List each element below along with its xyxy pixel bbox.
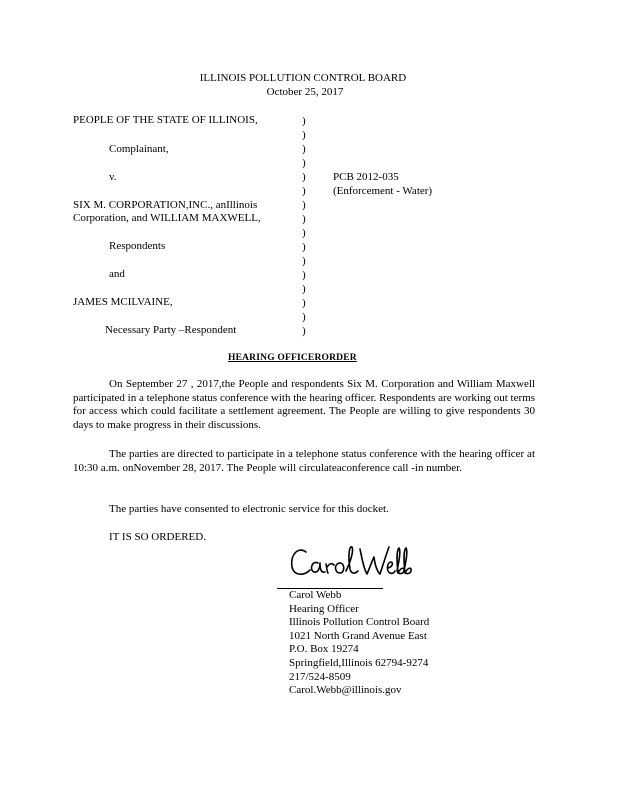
defendant-line-2: Corporation, and WILLIAM MAXWELL, (73, 212, 261, 224)
caption-paren: ) (302, 269, 306, 281)
signer-title: Hearing Officer (289, 602, 359, 615)
caption-paren: ) (302, 199, 306, 211)
closing-statement: IT IS SO ORDERED. (109, 531, 206, 543)
caption-paren: ) (302, 185, 306, 197)
caption-paren: ) (302, 171, 306, 183)
caption-paren: ) (302, 115, 306, 127)
signer-email-text[interactable]: Carol.Webb@illinois.gov (289, 684, 402, 697)
order-date: October 25, 2017 (266, 86, 344, 98)
paragraph-1-text: On September 27 , 2017,the People and respondents Six M. Corporation and William Maxwell participated in a telephone status conference with the hearing officer. Respondents are working out terms for access which could facilitate a settlement agreement. The People are willing to give respondents 30 days to make progress in their discussions. (73, 378, 535, 431)
caption-paren: ) (302, 325, 306, 337)
conjunction-and: and (109, 268, 125, 280)
signer-email[interactable] (289, 684, 429, 698)
handwritten-signature (288, 543, 413, 590)
paragraph-3: The parties have consented to electronic service for this docket. (109, 503, 389, 515)
signer-po-box: P.O. Box 19274 (289, 643, 359, 656)
signature-block (289, 589, 429, 698)
paragraph-1 (73, 378, 535, 432)
necessary-party-role: Necessary Party –Respondent (105, 324, 237, 336)
caption-paren: ) (302, 143, 306, 155)
case-number: PCB 2012-035 (333, 171, 399, 183)
signer-phone: 217/524-8509 (289, 670, 351, 683)
caption-paren: ) (302, 129, 306, 141)
caption-paren: ) (302, 241, 306, 253)
order-title: HEARING OFFICERORDER (228, 353, 357, 363)
signer-city: Springfield,Illinois 62794-9274 (289, 656, 429, 669)
plaintiff-role: Complainant, (109, 143, 169, 155)
caption-paren: ) (302, 227, 306, 239)
versus-label: v. (109, 171, 117, 183)
caption-divider (302, 114, 306, 338)
caption-paren: ) (302, 311, 306, 323)
plaintiff-name: PEOPLE OF THE STATE OF ILLINOIS, (73, 114, 258, 126)
signer-street: 1021 North Grand Avenue East (289, 629, 427, 642)
caption-paren: ) (302, 297, 306, 309)
caption-paren: ) (302, 283, 306, 295)
caption-paren: ) (302, 255, 306, 267)
board-name: ILLINOIS POLLUTION CONTROL BOARD (199, 72, 407, 84)
caption-paren: ) (302, 213, 306, 225)
defendant-role: Respondents (109, 240, 166, 252)
necessary-party-name: JAMES MCILVAINE, (73, 296, 173, 308)
paragraph-2-text: The parties are directed to participate in a telephone status conference with the hearing officer at 10:30 a.m. onNovember 28, 2017. The People will circulateaconference call -in number. (73, 448, 535, 474)
signer-name: Carol Webb (289, 589, 342, 601)
paragraph-2 (73, 448, 535, 475)
defendant-line-1: SIX M. CORPORATION,INC., anIllinois (73, 199, 258, 211)
case-type: (Enforcement - Water) (333, 185, 433, 197)
caption-paren: ) (302, 157, 306, 169)
signer-organization: Illinois Pollution Control Board (289, 616, 430, 629)
